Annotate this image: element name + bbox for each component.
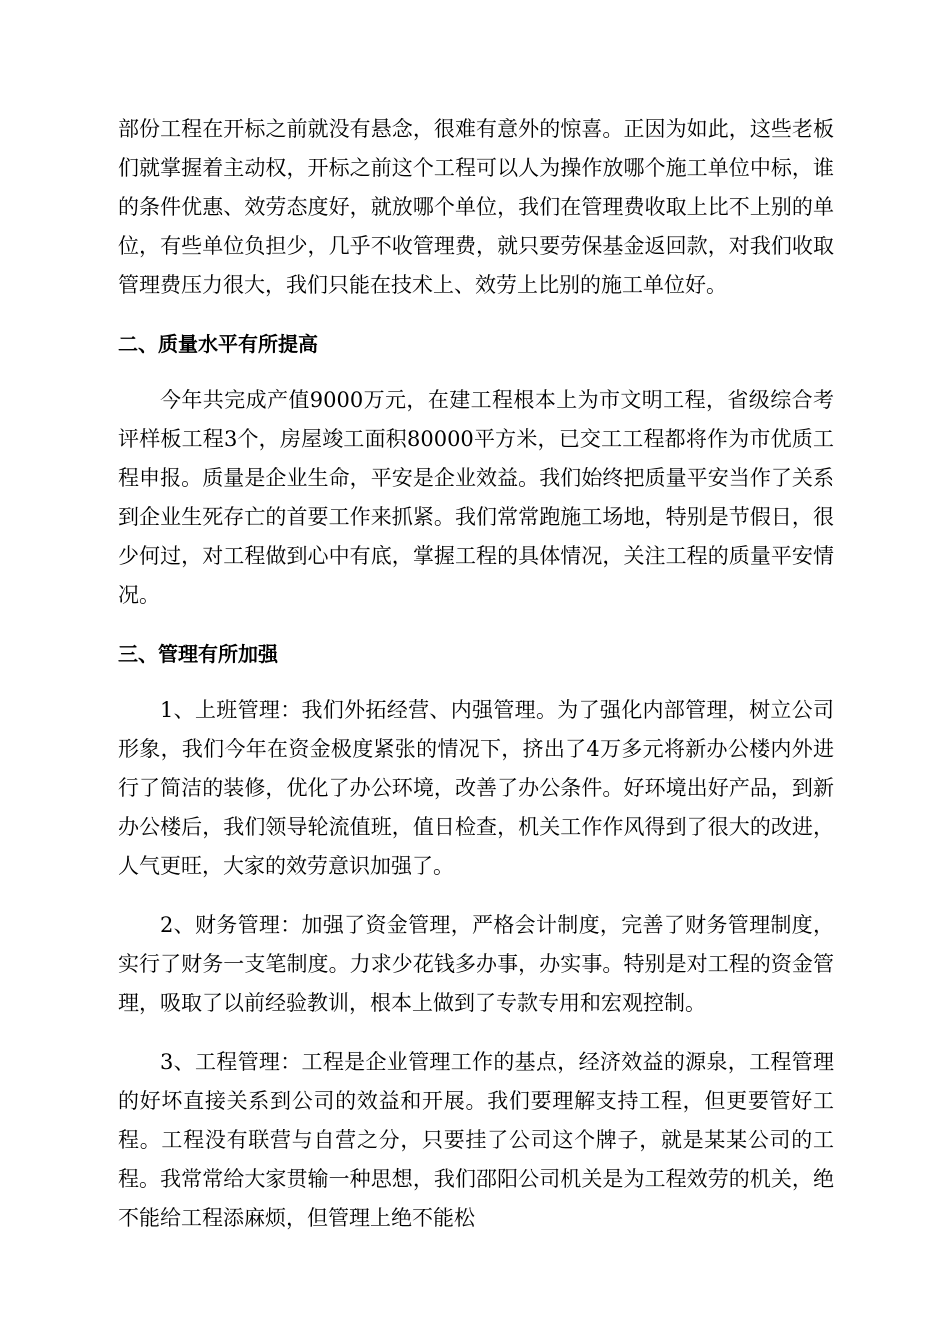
paragraph-bidding-situation: 部份工程在开标之前就没有悬念，很难有意外的惊喜。正因为如此，这些老板们就掌握着主动权，开标之前这个工程可以人为操作放哪个施工单位中标，谁的条件优惠、效劳态度好，就放哪个单位，我们在管理费收取上比不上别的单位，有些单位负担少，几乎不收管理费，就只要劳保基金返回款，对我们收取管理费压力很大，我们只能在技术上、效劳上比别的施工单位好。: [118, 117, 834, 297]
document-page: [118, 110, 834, 1238]
paragraph-office-management: 1、上班管理：我们外拓经营、内强管理。为了强化内部管理，树立公司形象，我们今年在资金极度紧张的情况下，挤出了4万多元将新办公楼内外进行了简洁的装修，优化了办公环境，改善了办公条件。好环境出好产品，到新办公楼后，我们领导轮流值班，值日检查，机关工作作风得到了很大的改进，人气更旺，大家的效劳意识加强了。: [118, 698, 834, 878]
heading-management-strengthened: 三、管理有所加强: [118, 642, 278, 666]
paragraph-project-management: 3、工程管理：工程是企业管理工作的基点，经济效益的源泉，工程管理的好坏直接关系到公司的效益和开展。我们要理解支持工程，但更要管好工程。工程没有联营与自营之分，只要挂了公司这个牌子，就是某某公司的工程。我常常给大家贯输一种思想，我们邵阳公司机关是为工程效劳的机关，绝不能给工程添麻烦，但管理上绝不能松: [118, 1050, 834, 1230]
heading-quality-improvement: 二、质量水平有所提高: [118, 332, 318, 356]
paragraph-quality-summary: 今年共完成产值9000万元，在建工程根本上为市文明工程，省级综合考评样板工程3个，房屋竣工面积80000平方米，已交工工程都将作为市优质工程申报。质量是企业生命，平安是企业效益。我们始终把质量平安当作了关系到企业生死存亡的首要工作来抓紧。我们常常跑施工场地，特别是节假日，很少何过，对工程做到心中有底，掌握工程的具体情况，关注工程的质量平安情况。: [118, 388, 834, 607]
paragraph-financial-management: 2、财务管理：加强了资金管理，严格会计制度，完善了财务管理制度，实行了财务一支笔制度。力求少花钱多办事，办实事。特别是对工程的资金管理，吸取了以前经验教训，根本上做到了专款专用和宏观控制。: [118, 913, 834, 1015]
